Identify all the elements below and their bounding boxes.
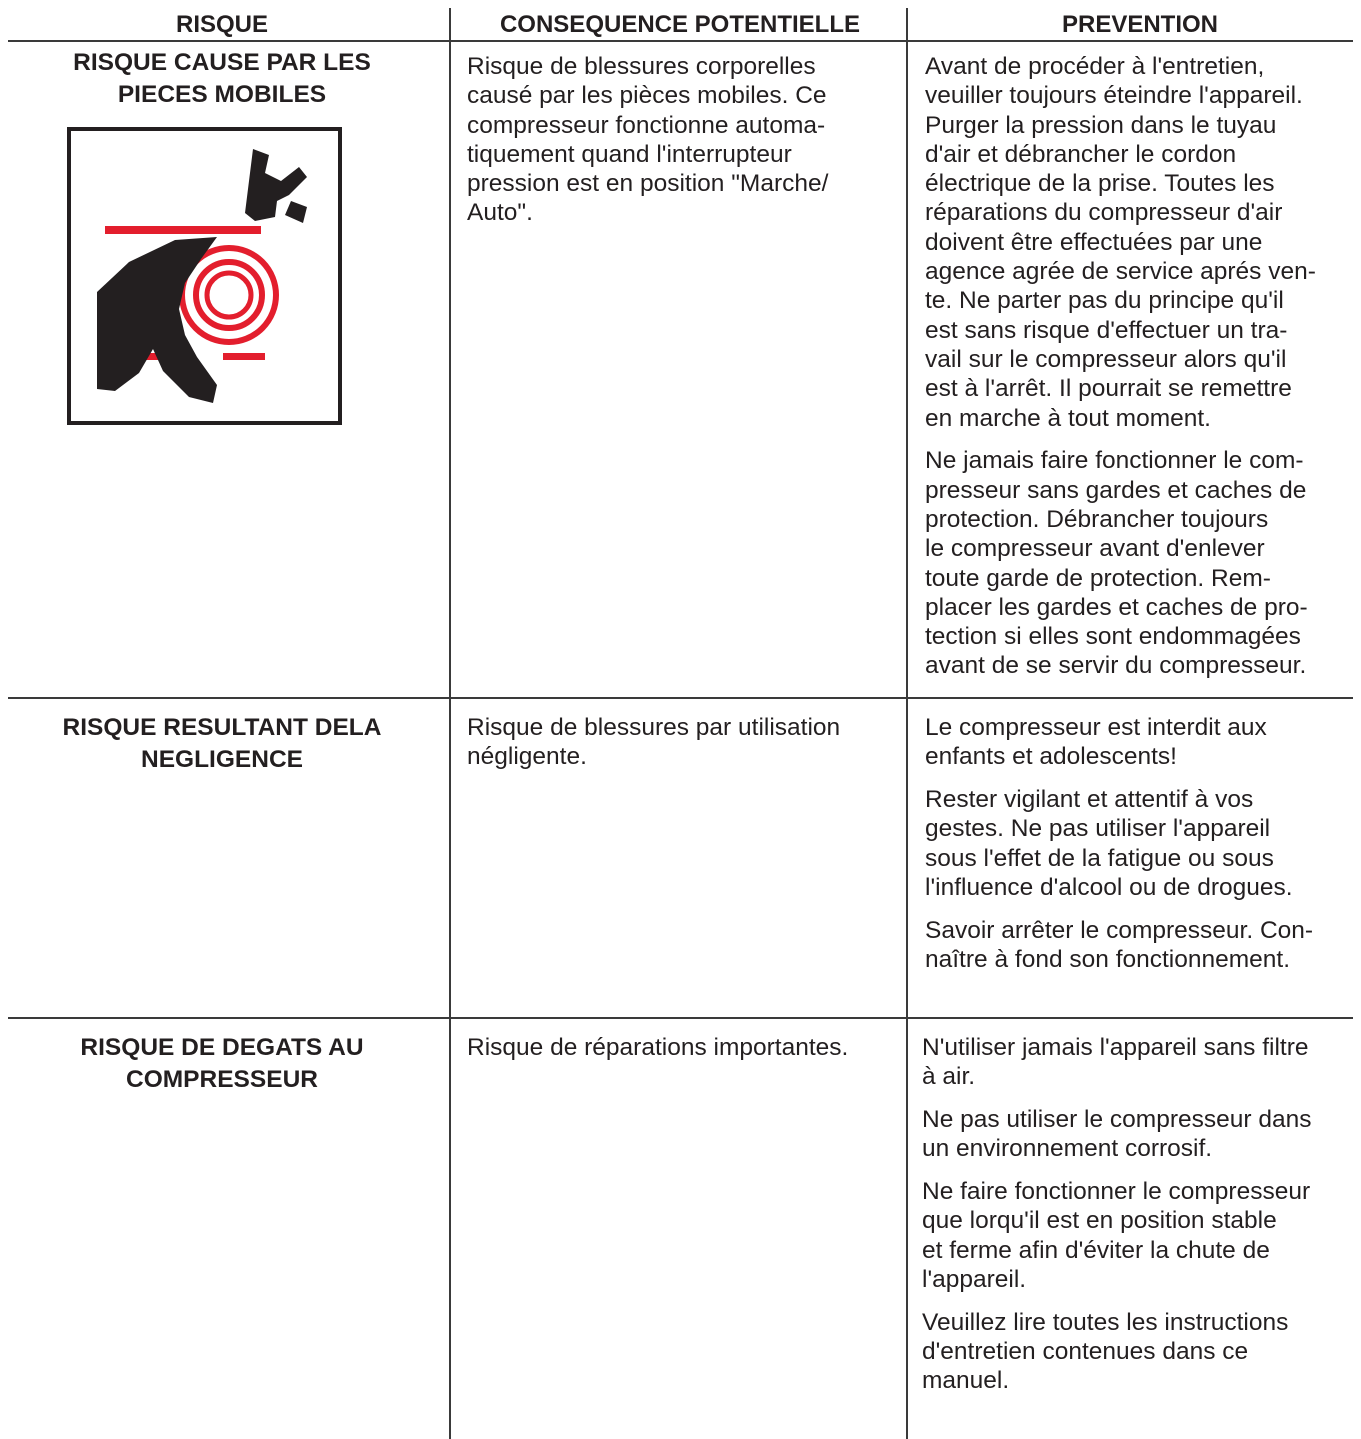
column-divider-1 <box>449 8 451 1439</box>
prevention-negligence <box>925 713 1355 988</box>
prevention-paragraph: Le compresseur est interdit aux enfants et adolescents! <box>925 714 1267 771</box>
prevention-paragraph: N'utiliser jamais l'appareil sans filtre à air. <box>922 1034 1309 1091</box>
prevention-paragraph: Ne pas utiliser le compresseur dans un environnement corrosif. <box>922 1106 1312 1163</box>
header-prevention: PREVENTION <box>1061 11 1219 38</box>
risk-label-moving-parts: RISQUE CAUSE PAR LES PIECES MOBILES <box>73 49 371 108</box>
consequence-compressor-damage: Risque de réparations importantes. <box>467 1034 849 1061</box>
prevention-paragraph: Ne jamais faire fonctionner le com- presseur sans gardes et caches de protection. Débrancher toujours le compresseur avant d'enlever toute garde de protection. Rem- placer les gardes et caches de pro- tection si elles sont endommagées avant de se servir du compresseur. <box>925 447 1308 680</box>
header-consequence: CONSEQUENCE POTENTIELLE <box>499 11 861 38</box>
header-risk: RISQUE <box>175 11 268 38</box>
header-divider <box>8 40 1353 42</box>
prevention-moving-parts <box>925 52 1355 694</box>
risk-label-compressor-damage: RISQUE DE DEGATS AU COMPRESSEUR <box>80 1034 364 1093</box>
row-divider-1 <box>8 697 1353 699</box>
prevention-paragraph: Avant de procéder à l'entretien, veuiller toujours éteindre l'appareil. Purger la pression dans le tuyau d'air et débrancher le cordon électrique de la prise. Toutes les réparations du compresseur d'air doivent être effectuées par une agence agrée de service aprés ven- te. Ne parter pas du principe qu'il est sans risque d'effectuer un tra- vail sur le compresseur alors qu'il est à l'arrêt. Il pourrait se remettre en marche à tout moment. <box>925 53 1316 432</box>
prevention-paragraph: Ne faire fonctionner le compresseur que lorqu'il est en position stable et ferme afin d'éviter la chute de l'appareil. <box>922 1178 1311 1294</box>
risk-label-negligence: RISQUE RESULTANT DELA NEGLIGENCE <box>62 714 382 773</box>
row-divider-2 <box>8 1017 1353 1019</box>
prevention-compressor-damage <box>922 1033 1352 1409</box>
column-divider-2 <box>906 8 908 1439</box>
prevention-paragraph: Rester vigilant et attentif à vos gestes. Ne pas utiliser l'appareil sous l'effet de la fatigue ou sous l'influence d'alcool ou de drogues. <box>925 786 1293 901</box>
consequence-moving-parts: Risque de blessures corporelles causé par les pièces mobiles. Ce compresseur fonctionne automa- tiquement quand l'interrupteur pression est en position "Marche/ Auto". <box>467 53 829 227</box>
consequence-negligence: Risque de blessures par utilisation négligente. <box>467 714 841 771</box>
prevention-paragraph: Veuillez lire toutes les instructions d'entretien contenues dans ce manuel. <box>922 1308 1289 1395</box>
prevention-paragraph: Savoir arrêter le compresseur. Con- naître à fond son fonctionnement. <box>925 916 1314 974</box>
hand-crush-moving-parts-icon <box>67 127 342 425</box>
